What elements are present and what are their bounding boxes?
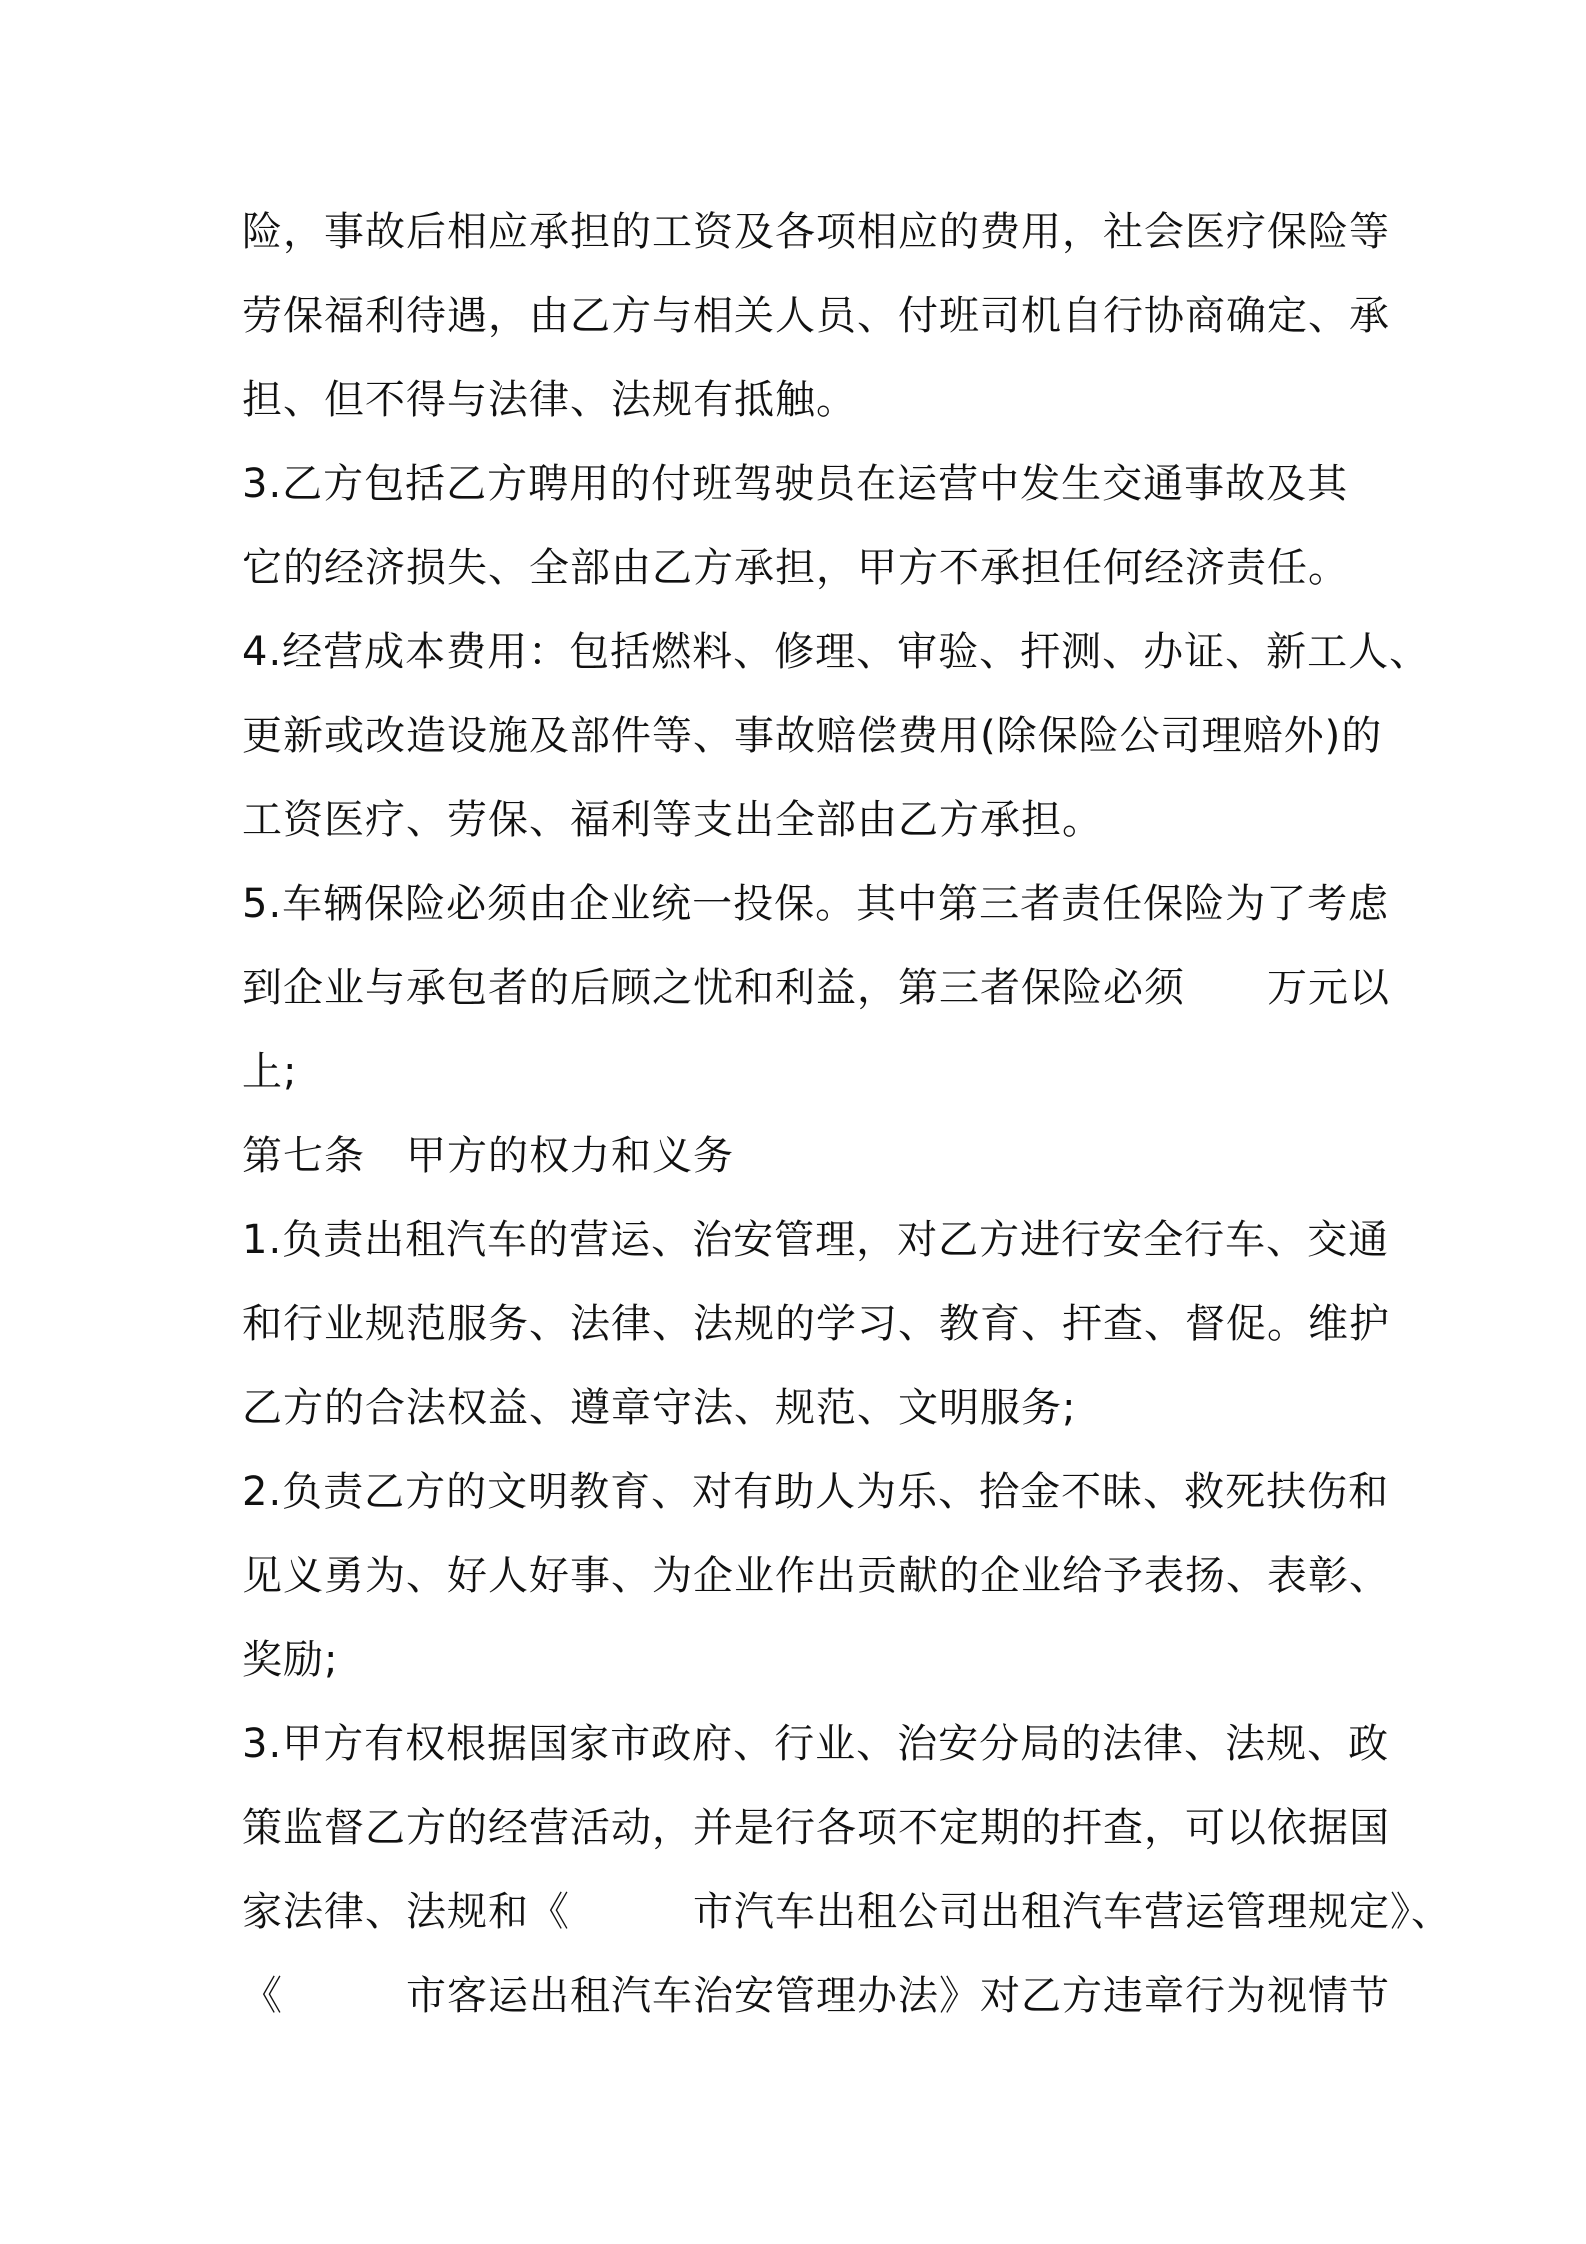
text-line: 策监督乙方的经营活动，并是行各项不定期的扞查，可以依据国 bbox=[242, 1805, 1390, 1851]
text-line: 险，事故后相应承担的工资及各项相应的费用，社会医疗保险等 bbox=[242, 209, 1390, 255]
text-line: 1.负责出租汽车的营运、治安管理，对乙方进行安全行车、交通 bbox=[242, 1217, 1390, 1263]
text-line: 3.乙方包括乙方聘用的付班驾驶员在运营中发生交通事故及其 bbox=[242, 461, 1349, 507]
text-line: 乙方的合法权益、遵章守法、规范、文明服务; bbox=[242, 1385, 1077, 1431]
text-line: 更新或改造设施及部件等、事故赔偿费用(除保险公司理赔外)的 bbox=[242, 713, 1383, 759]
text-line: 和行业规范服务、法律、法规的学习、教育、扞查、督促。维护 bbox=[242, 1301, 1390, 1347]
text-line: 上; bbox=[242, 1049, 298, 1095]
text-line: 《 市客运出租汽车治安管理办法》对乙方违章行为视情节 bbox=[242, 1973, 1390, 2019]
text-line: 3.甲方有权根据国家市政府、行业、治安分局的法律、法规、政 bbox=[242, 1721, 1390, 1767]
text-line: 到企业与承包者的后顾之忧和利益，第三者保险必须 万元以 bbox=[242, 965, 1390, 1011]
text-line: 见义勇为、好人好事、为企业作出贡献的企业给予表扬、表彰、 bbox=[242, 1553, 1390, 1599]
text-line: 2.负责乙方的文明教育、对有助人为乐、拾金不昧、救死扶伤和 bbox=[242, 1469, 1390, 1515]
text-line: 劳保福利待遇，由乙方与相关人员、付班司机自行协商确定、承 bbox=[242, 293, 1390, 339]
text-line: 家法律、法规和《 市汽车出租公司出租汽车营运管理规定》、 bbox=[242, 1889, 1452, 1935]
text-line: 5.车辆保险必须由企业统一投保。其中第三者责任保险为了考虑 bbox=[242, 881, 1390, 927]
article-heading: 第七条 甲方的权力和义务 bbox=[242, 1133, 734, 1179]
text-line: 担、但不得与法律、法规有抵触。 bbox=[242, 377, 857, 423]
text-line: 工资医疗、劳保、福利等支出全部由乙方承担。 bbox=[242, 797, 1103, 843]
text-line: 4.经营成本费用：包括燃料、修理、审验、扞测、办证、新工人、 bbox=[242, 629, 1431, 675]
text-line: 奖励; bbox=[242, 1637, 339, 1683]
document-body bbox=[242, 190, 1452, 2038]
text-line: 它的经济损失、全部由乙方承担，甲方不承担任何经济责任。 bbox=[242, 545, 1349, 591]
